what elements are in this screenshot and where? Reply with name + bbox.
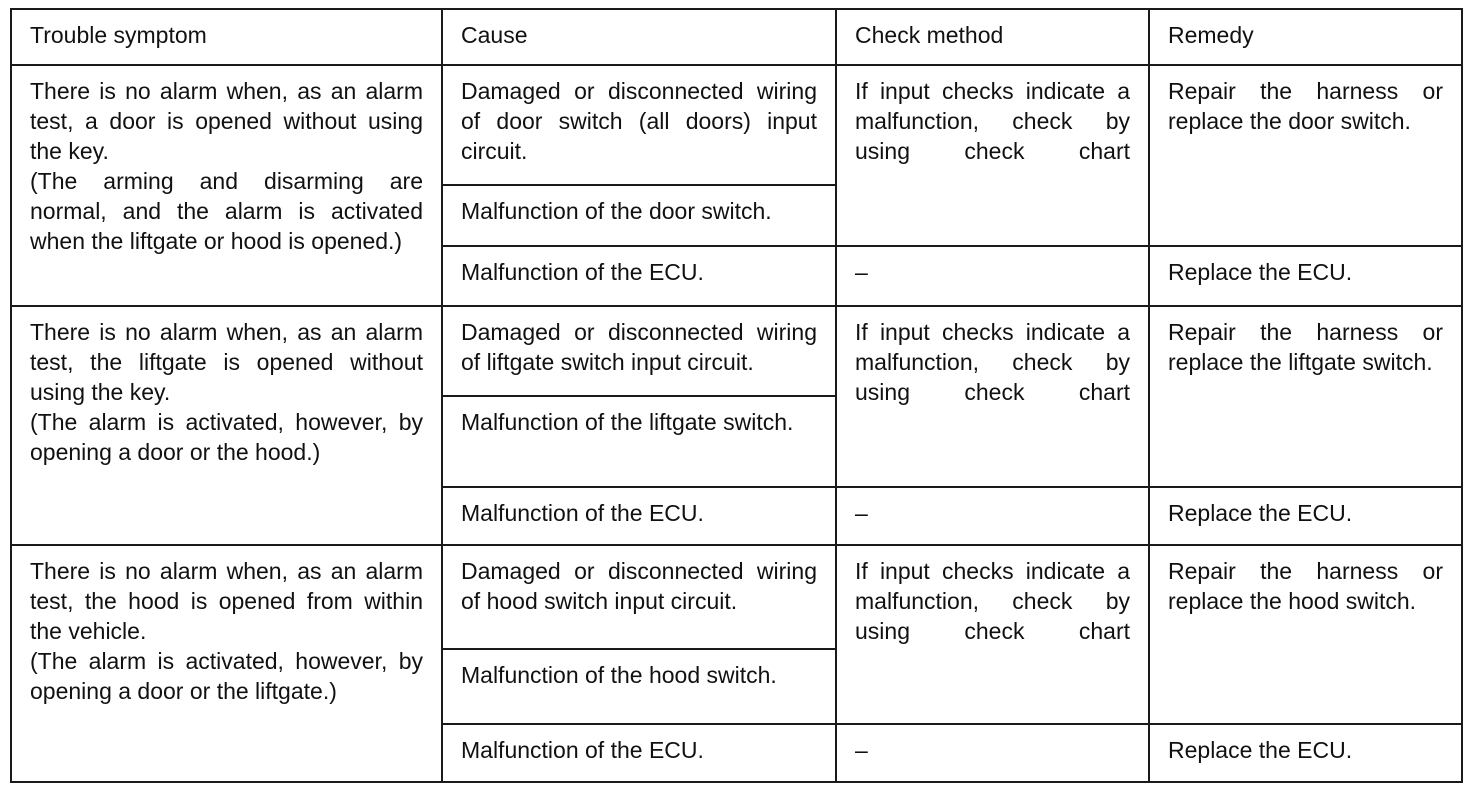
check-method-cell: – [836,487,1149,545]
trouble-symptom-cell [11,65,442,306]
check-method-cell: If input checks indicate a malfunction, check by using check chart [836,65,1149,246]
table-row [11,65,1462,185]
cause-cell: Damaged or disconnected wiring of door switch (all doors) input circuit. [442,65,836,185]
symptom-note: (The alarm is activated, however, by opening a door or the hood.) [30,409,423,465]
cause-cell: Malfunction of the ECU. [442,246,836,306]
remedy-cell: Repair the harness or replace the door switch. [1149,65,1462,246]
remedy-cell: Repair the harness or replace the liftgate switch. [1149,306,1462,487]
symptom-text: There is no alarm when, as an alarm test, the hood is opened from within the vehicle. [30,558,423,644]
header-check-method: Check method [836,9,1149,65]
cause-cell: Malfunction of the liftgate switch. [442,396,836,487]
remedy-cell: Replace the ECU. [1149,246,1462,306]
header-remedy: Remedy [1149,9,1462,65]
remedy-cell: Repair the harness or replace the hood switch. [1149,545,1462,724]
cause-cell: Malfunction of the ECU. [442,487,836,545]
header-row [11,9,1462,65]
remedy-cell: Replace the ECU. [1149,487,1462,545]
trouble-symptom-cell [11,545,442,782]
cause-cell: Malfunction of the hood switch. [442,649,836,724]
symptom-text: There is no alarm when, as an alarm test, the liftgate is opened without using the key. [30,319,423,405]
symptom-text: There is no alarm when, as an alarm test, a door is opened without using the key. [30,78,423,164]
check-method-cell: If input checks indicate a malfunction, check by using check chart [836,306,1149,487]
header-trouble-symptom: Trouble symptom [11,9,442,65]
table-row [11,306,1462,396]
cause-cell: Damaged or disconnected wiring of liftgate switch input circuit. [442,306,836,396]
header-cause: Cause [442,9,836,65]
symptom-note: (The arming and disarming are normal, and the alarm is activated when the liftgate or hood is opened.) [30,168,423,254]
symptom-note: (The alarm is activated, however, by opening a door or the liftgate.) [30,648,423,704]
check-method-cell: If input checks indicate a malfunction, check by using check chart [836,545,1149,724]
remedy-cell: Replace the ECU. [1149,724,1462,782]
check-method-cell: – [836,724,1149,782]
cause-cell: Damaged or disconnected wiring of hood switch input circuit. [442,545,836,649]
check-method-cell: – [836,246,1149,306]
troubleshooting-table [10,8,1463,783]
table-row [11,545,1462,649]
cause-cell: Malfunction of the ECU. [442,724,836,782]
trouble-symptom-cell [11,306,442,545]
cause-cell: Malfunction of the door switch. [442,185,836,246]
